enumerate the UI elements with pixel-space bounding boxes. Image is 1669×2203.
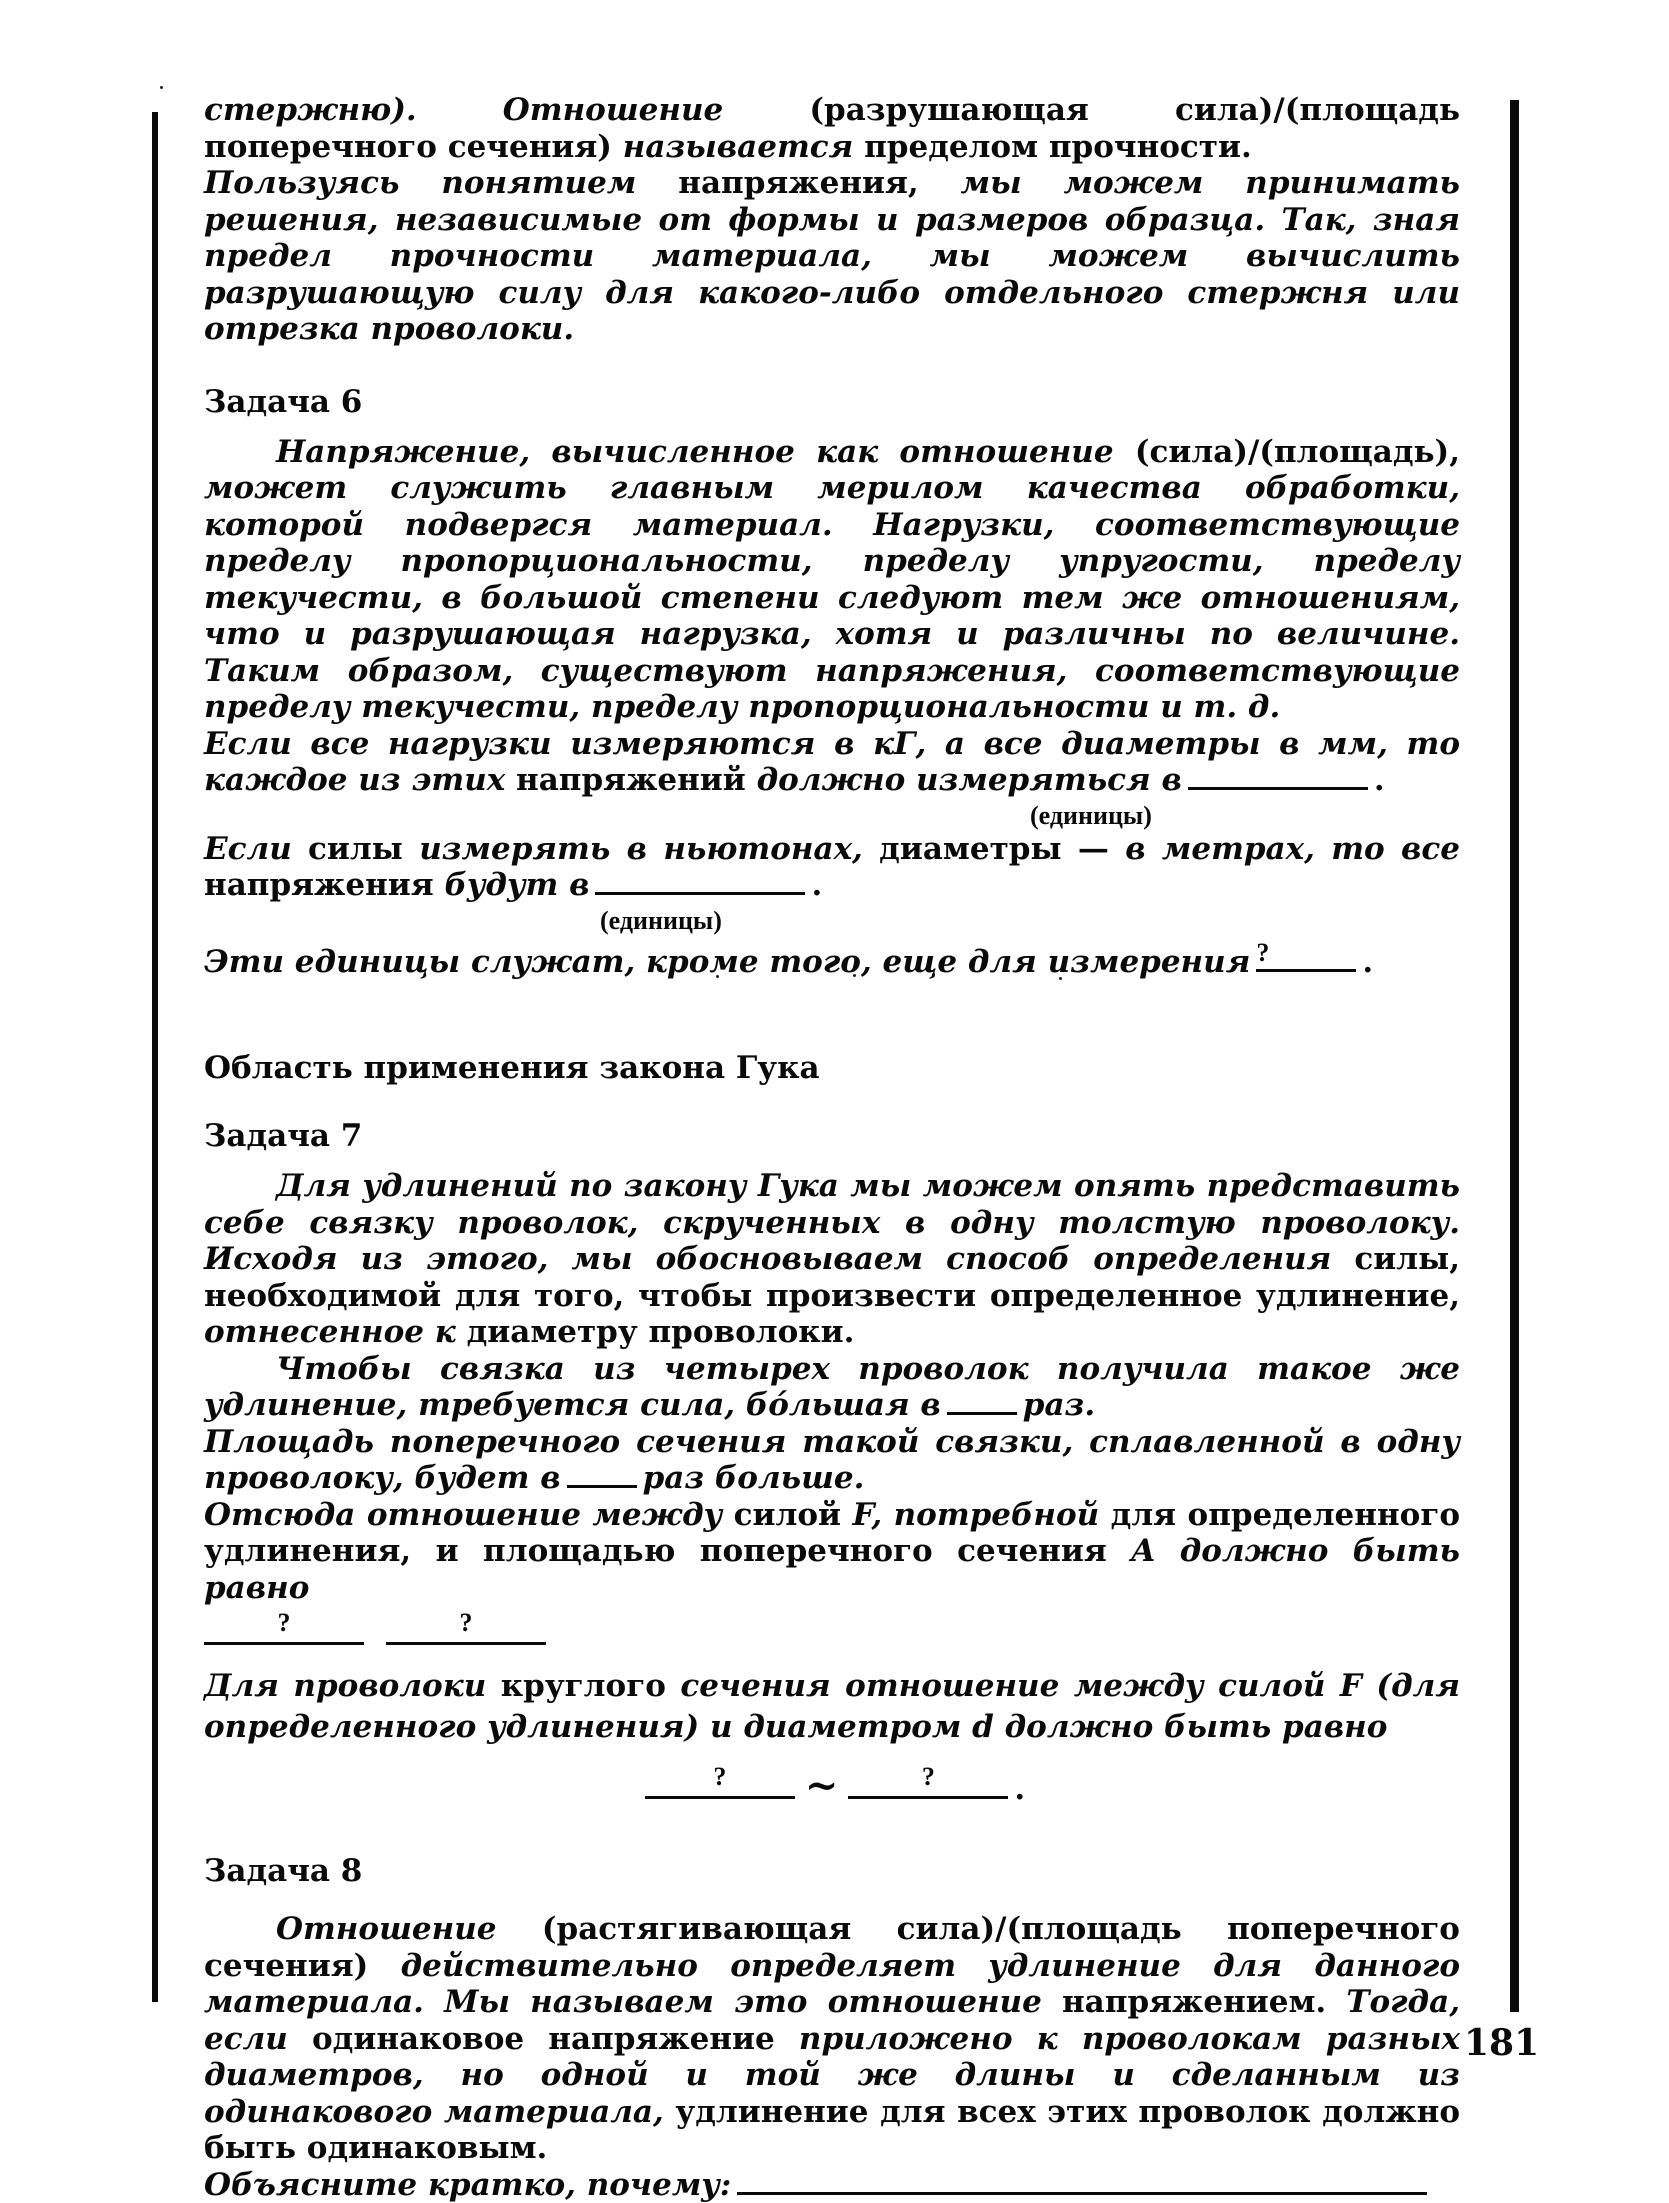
answer-blank[interactable]	[1188, 787, 1368, 790]
intro-text-italic: стержню). Отношение	[204, 92, 723, 128]
paragraph-text: (растягивающая сила)/(площадь поперечного сечения)	[204, 1911, 1460, 1984]
answer-blank-right[interactable]	[848, 1796, 1008, 1799]
task-6-paragraph-4: Эти единицы служат, кроме того, еще для измерения ? .	[204, 944, 1460, 981]
question-mark: ?	[645, 1762, 795, 1792]
paragraph-text-italic: мы можем принимать решения, независимые от формы и размеров образца. Так, зная предел прочности материала, мы можем вычислить разрушающую силу для какого-либо отдельного стержня или отрезка проволоки.	[204, 165, 1460, 347]
margin-bar-right	[1510, 100, 1519, 2012]
section-heading: Область применения закона Гука	[204, 1050, 1460, 1086]
paragraph-text-italic: приложено к проволокам разных диаметров, но одной и той же длины и сделанным из одинакового материала,	[204, 2021, 1460, 2130]
paragraph-text: напряжений	[505, 762, 756, 798]
paragraph-text-italic: будут в	[444, 867, 589, 903]
paragraph-text-italic: измерять в ньютонах,	[419, 831, 863, 867]
page-number: 181	[1464, 2022, 1539, 2064]
margin-bar-left	[152, 112, 158, 2002]
paragraph-text-italic: раз больше.	[643, 1460, 865, 1496]
paragraph-text-italic: Тогда, если	[204, 1984, 1460, 2057]
text-column	[204, 92, 1460, 2203]
intro-text: пределом прочности.	[853, 129, 1252, 165]
task-7-paragraph-1	[204, 1168, 1460, 1351]
task-7-paragraph-2	[204, 1351, 1460, 1424]
question-mark: ?	[386, 1608, 546, 1638]
paragraph-text-italic: Эти единицы служат, кроме того, еще для измерения	[204, 944, 1250, 980]
paragraph-text-italic: A должно быть равно	[204, 1533, 1460, 1606]
task-8-paragraph-1	[204, 1911, 1460, 2167]
task-8-paragraph-2	[204, 2167, 1460, 2203]
proportional-sign: ~	[805, 1762, 839, 1809]
answer-blank-explanation[interactable]	[737, 2192, 1427, 2195]
answer-blank-left[interactable]	[645, 1796, 795, 1799]
paragraph-text-italic: Для удлинений по закону Гука мы можем опять представить себе связку проволок, скрученных в одну толстую проволоку. Исходя из этого, мы обосновываем способ определения	[204, 1168, 1460, 1277]
paragraph-text: диаметру проволоки.	[456, 1314, 855, 1350]
paragraph-text: (сила)/(площадь),	[1114, 434, 1460, 470]
task-7-paragraph-5	[204, 1666, 1460, 1748]
task-6-paragraph-2: Если все нагрузки измеряются в кГ, а все диаметры в мм, то каждое из этих напряжений должно измеряться в .	[204, 726, 1460, 799]
ratio-blanks	[204, 1606, 1460, 1650]
paragraph-text: круглого	[486, 1668, 680, 1704]
intro-paragraph	[204, 92, 1460, 165]
paragraph-text-italic: сечения отношение между силой F (для определенного удлинения) и диаметром d должно быть равно	[204, 1668, 1460, 1745]
paragraph-text-italic: отнесенное к	[204, 1314, 456, 1350]
paragraph-text: диаметры —	[863, 831, 1125, 867]
paragraph-text-italic: действительно определяет удлинение для данного материала. Мы называем это отношение	[204, 1948, 1460, 2021]
task-6-paragraph-1	[204, 434, 1460, 726]
paragraph-text-italic: Если	[204, 831, 292, 867]
paragraph-text-italic: Объясните кратко, почему:	[204, 2167, 731, 2203]
answer-blank-denominator[interactable]	[386, 1642, 546, 1645]
paragraph-text-italic: F, потребной	[852, 1497, 1099, 1533]
units-caption: (единицы)	[204, 801, 1460, 831]
paragraph-text: одинаковое напряжение	[288, 2021, 799, 2057]
paragraph-text: напряжения	[204, 867, 444, 903]
intro-text: (разрушающая сила)/(площадь поперечного сечения)	[204, 92, 1460, 165]
paragraph-text-italic: Напряжение, вычисленное как отношение	[276, 434, 1114, 470]
task-6-heading: Задача 6	[204, 384, 1460, 420]
task-6-paragraph-3: Если силы измерять в ньютонах, диаметры — в метрах, то все напряжения будут в .	[204, 831, 1460, 904]
paragraph-text: напряжения,	[636, 165, 960, 201]
paragraph-text-italic: Если все нагрузки измеряются в кГ, а все диаметры в мм, то каждое из этих	[204, 726, 1460, 799]
paragraph-text: силы, необходимой для того, чтобы произвести определенное удлинение,	[204, 1241, 1460, 1314]
paragraph-text-italic: раз.	[1023, 1387, 1095, 1423]
paragraph-text-italic: Для проволоки	[204, 1668, 486, 1704]
units-caption: (единицы)	[204, 906, 1460, 936]
paragraph-text: силы	[292, 831, 419, 867]
answer-blank-numerator[interactable]	[204, 1642, 364, 1645]
question-mark: ?	[1256, 935, 1356, 972]
proportionality-blanks: ? ~ ? .	[204, 1762, 1460, 1809]
scan-speck	[160, 86, 163, 89]
task-8-heading: Задача 8	[204, 1853, 1460, 1889]
task-7-heading: Задача 7	[204, 1118, 1460, 1154]
paragraph-text: для определенного удлинения, и площадью поперечного сечения	[204, 1497, 1460, 1570]
paragraph-text-italic: должно измеряться в	[757, 762, 1182, 798]
answer-blank[interactable]	[947, 1412, 1017, 1415]
paragraph-text-italic: Пользуясь понятием	[204, 165, 636, 201]
intro-text-italic: называется	[623, 129, 854, 165]
question-mark: ?	[848, 1762, 1008, 1792]
stress-usage-paragraph	[204, 165, 1460, 348]
paragraph-text: удлинение для всех этих проволок должно быть одинаковым.	[204, 2094, 1460, 2167]
paragraph-text-italic: Площадь поперечного сечения такой связки, сплавленной в одну проволоку, будет в	[204, 1424, 1460, 1497]
task-7-paragraph-4	[204, 1497, 1460, 1607]
paragraph-text: силой	[722, 1497, 852, 1533]
question-mark: ?	[204, 1608, 364, 1638]
paragraph-text-italic: Чтобы связка из четырех проволок получила такое же удлинение, требуется сила, бóльшая в	[204, 1351, 1460, 1424]
paragraph-text-italic: Отсюда отношение между	[204, 1497, 722, 1533]
paragraph-text: напряжением.	[1042, 1984, 1347, 2020]
paragraph-text-italic: Отношение	[276, 1911, 496, 1947]
answer-blank[interactable]	[1256, 969, 1356, 972]
answer-blank[interactable]	[595, 892, 805, 895]
paragraph-text-italic: может служить главным мерилом качества обработки, которой подвергся материал. Нагрузки, соответствующие пределу пропорциональности, пределу упругости, пределу текучести, в большой степени следуют тем же отношениям, что и разрушающая нагрузка, хотя и различны по величине. Таким образом, существуют напряжения, соответствующие пределу текучести, пределу пропорциональности и т. д.	[204, 470, 1460, 725]
answer-blank[interactable]	[567, 1485, 637, 1488]
task-7-paragraph-3	[204, 1424, 1460, 1497]
paragraph-text-italic: в метрах, то все	[1125, 831, 1460, 867]
